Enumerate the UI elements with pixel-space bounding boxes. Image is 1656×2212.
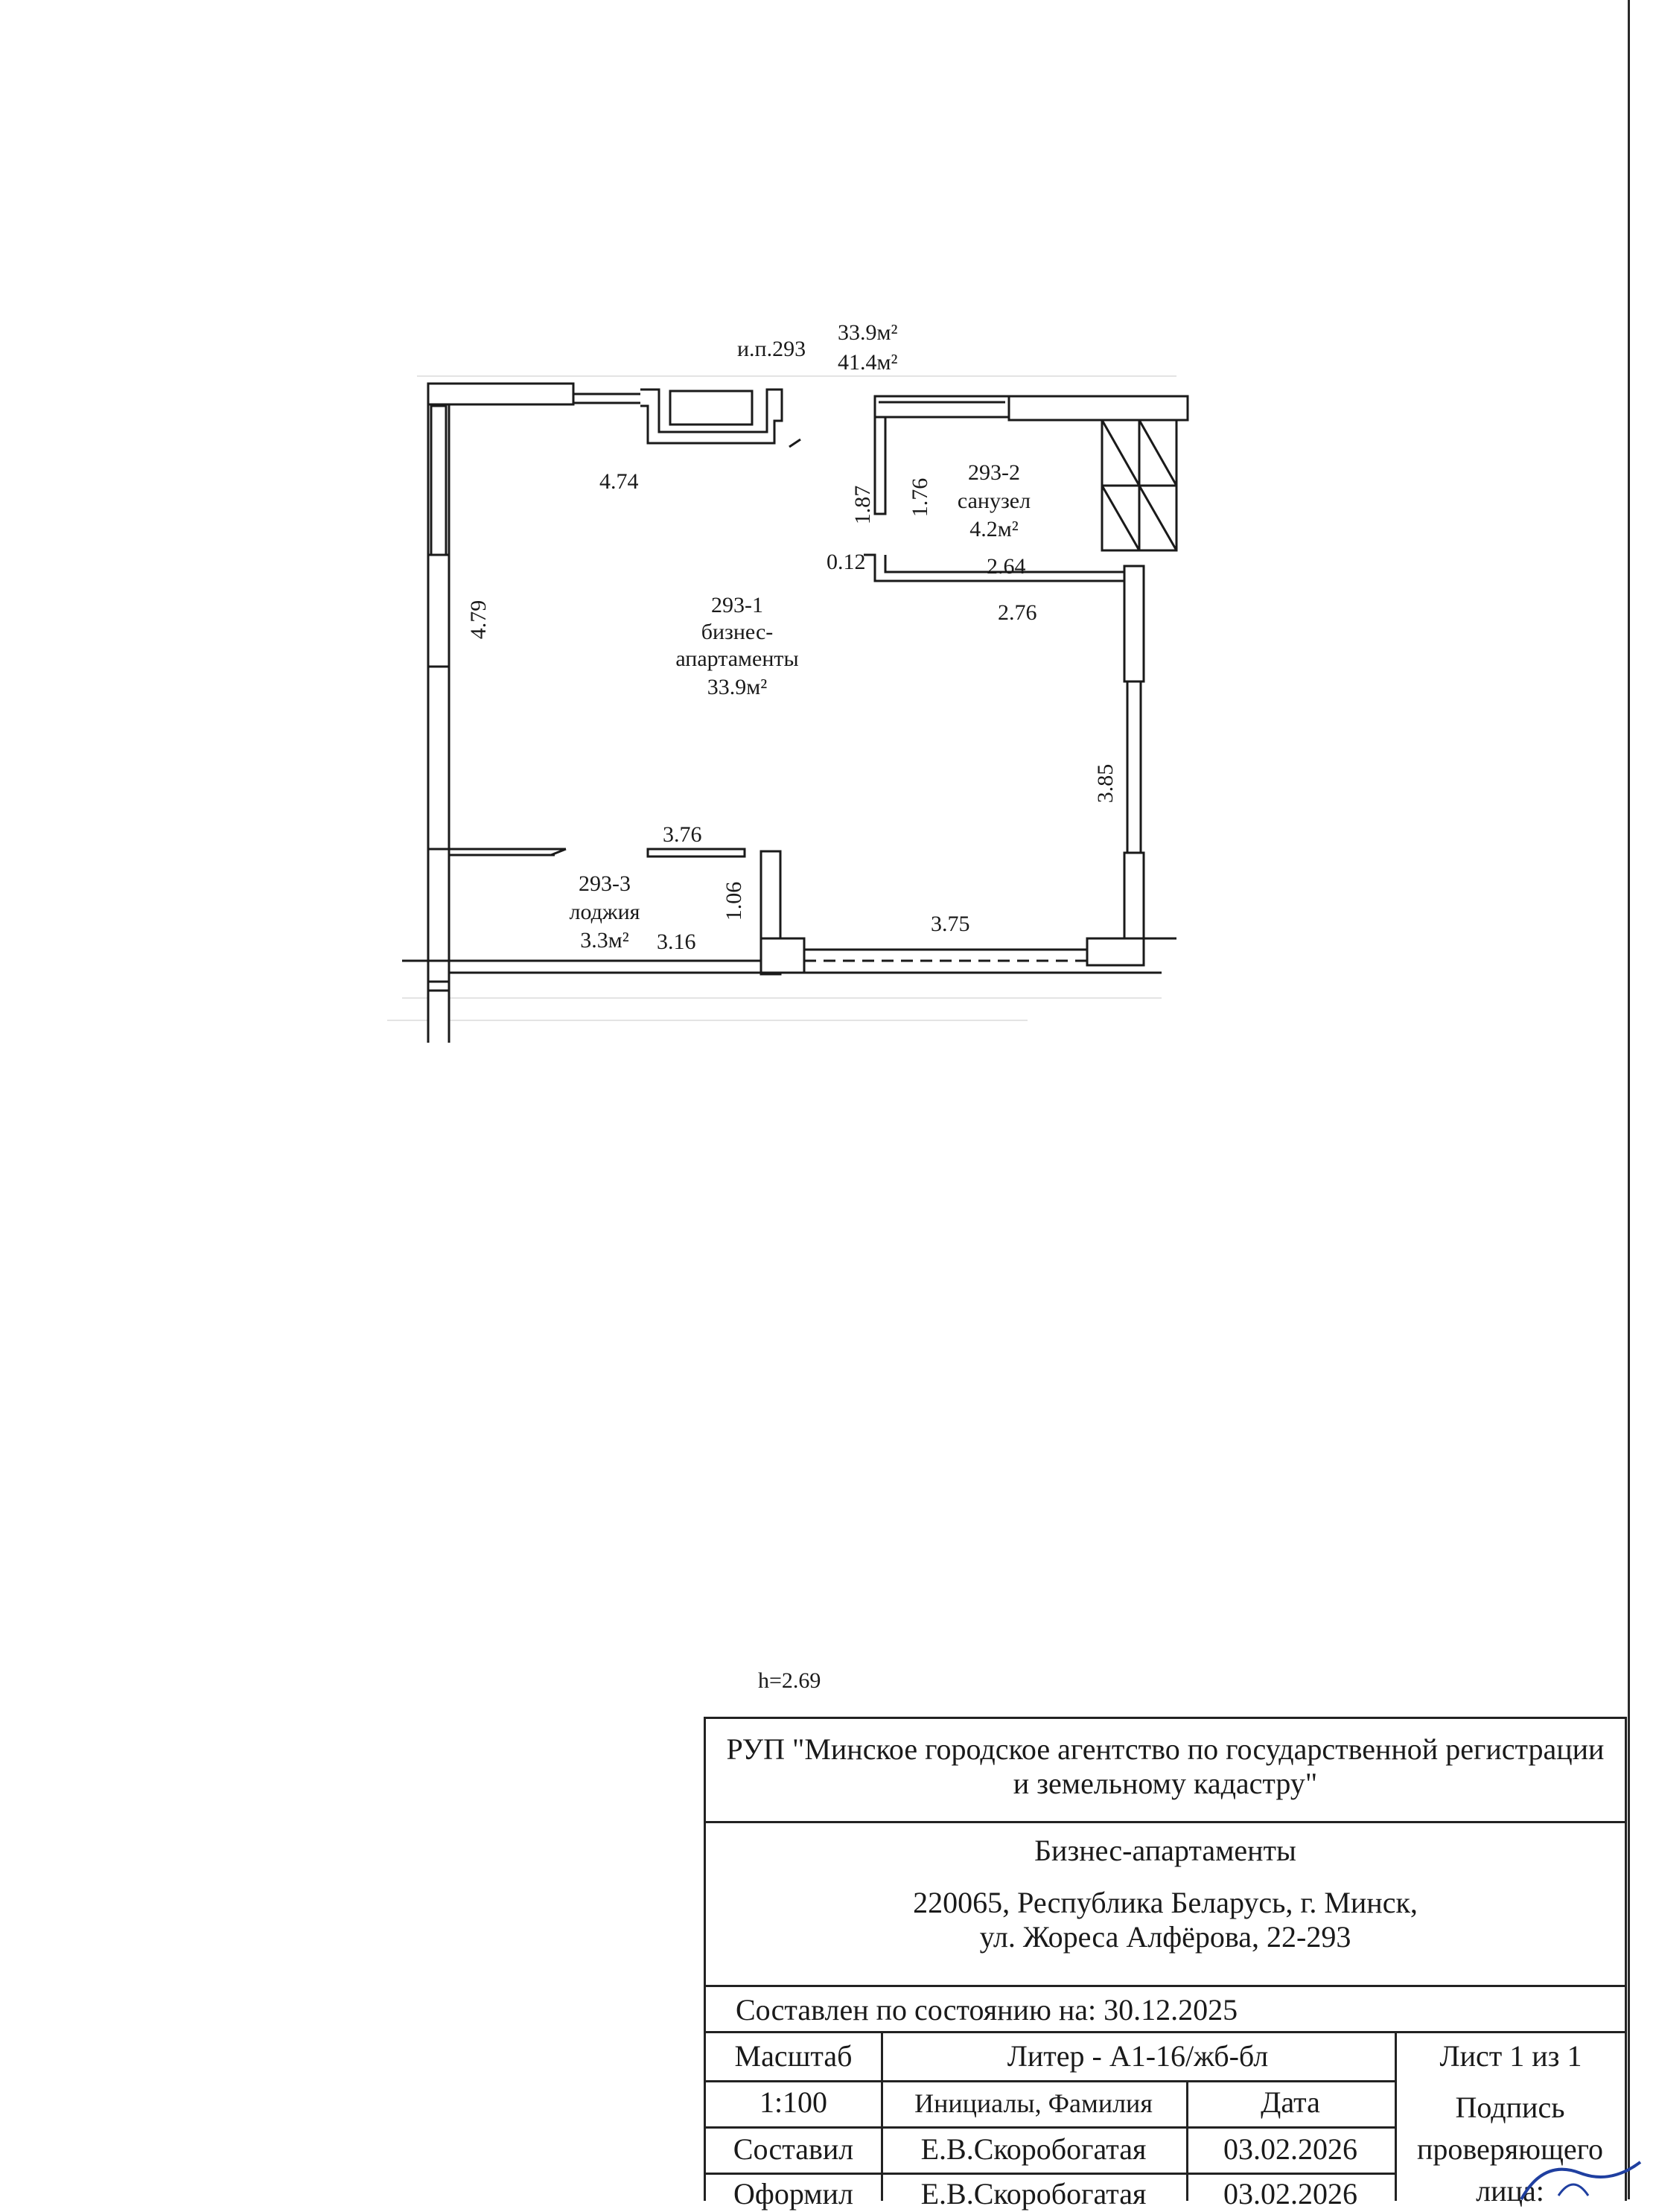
dim-top-main: 4.74 [599, 469, 639, 494]
row-role: Оформил [733, 2177, 853, 2211]
room-293-3 [570, 871, 640, 953]
organization-name: РУП "Минское городское агентство по государственной регистрации и земельному кадастру" [706, 1719, 1625, 1823]
col-header-name: Инициалы, Фамилия [914, 2088, 1153, 2118]
address-line2: ул. Жореса Алфёрова, 22-293 [979, 1920, 1351, 1954]
state-date: Составлен по состоянию на: 30.12.2025 [706, 1987, 1625, 2033]
walls [402, 384, 1188, 1043]
dim-partition: 0.12 [827, 550, 866, 574]
room-area: 33.9м² [707, 675, 768, 699]
object-block [706, 1823, 1625, 1987]
scale-value: 1:100 [759, 2085, 828, 2119]
grid-line [706, 2173, 1395, 2175]
dim-right-main: 3.85 [1093, 763, 1118, 804]
row-date: 03.02.2026 [1223, 2177, 1357, 2211]
ceiling-height: h=2.69 [758, 1668, 821, 1693]
grid-line [706, 2126, 1395, 2129]
dim-bottom-main: 3.75 [931, 912, 970, 936]
dimension-labels [466, 469, 1118, 954]
signature-label: Подпись проверяющего лица: [1416, 2091, 1604, 2208]
signature-mark [1514, 2143, 1648, 2203]
dim-bath-inner-w: 2.64 [987, 554, 1026, 579]
room-area: 4.2м² [969, 517, 1019, 541]
area-living: 33.9м² [838, 320, 898, 345]
dim-bath-outer-w: 2.76 [998, 600, 1037, 625]
room-id: 293-3 [579, 871, 631, 896]
room-area: 3.3м² [580, 928, 629, 953]
address-line1: 220065, Республика Беларусь, г. Минск, [913, 1886, 1418, 1919]
apartment-tag: и.п.293 [737, 337, 806, 361]
scale-label: Масштаб [734, 2039, 853, 2073]
room-name-line1: бизнес- [701, 620, 774, 644]
room-id: 293-2 [968, 460, 1020, 485]
grid-line [706, 2080, 1395, 2082]
area-total: 41.4м² [838, 350, 898, 375]
plan-shadow [387, 376, 1176, 1020]
dim-bath-inner-h: 1.76 [908, 477, 932, 518]
room-name-line1: лоджия [569, 900, 640, 924]
row-name: Е.В.Скоробогатая [920, 2132, 1147, 2166]
col-header-date: Дата [1261, 2085, 1320, 2119]
room-name-line2: апартаменты [675, 646, 799, 671]
row-role: Составил [733, 2132, 854, 2166]
dim-loggia-top: 3.76 [663, 822, 702, 847]
dim-bath-outer-h: 1.87 [850, 485, 875, 525]
room-id: 293-1 [711, 593, 763, 617]
room-293-1 [675, 593, 798, 699]
room-293-2 [958, 460, 1031, 541]
object-name: Бизнес-апартаменты [1034, 1834, 1296, 1867]
room-name-line1: санузел [957, 489, 1031, 513]
liter: Литер - А1-16/жб-бл [1007, 2039, 1269, 2073]
title-block [704, 1717, 1627, 2211]
dim-left-main: 4.79 [466, 600, 491, 640]
dim-loggia-side: 1.06 [722, 881, 746, 921]
row-name: Е.В.Скоробогатая [920, 2177, 1147, 2211]
sheet-number: Лист 1 из 1 [1439, 2039, 1582, 2073]
row-date: 03.02.2026 [1223, 2132, 1357, 2166]
dim-loggia-bottom: 3.16 [657, 929, 696, 954]
floor-plan [0, 0, 1656, 1043]
